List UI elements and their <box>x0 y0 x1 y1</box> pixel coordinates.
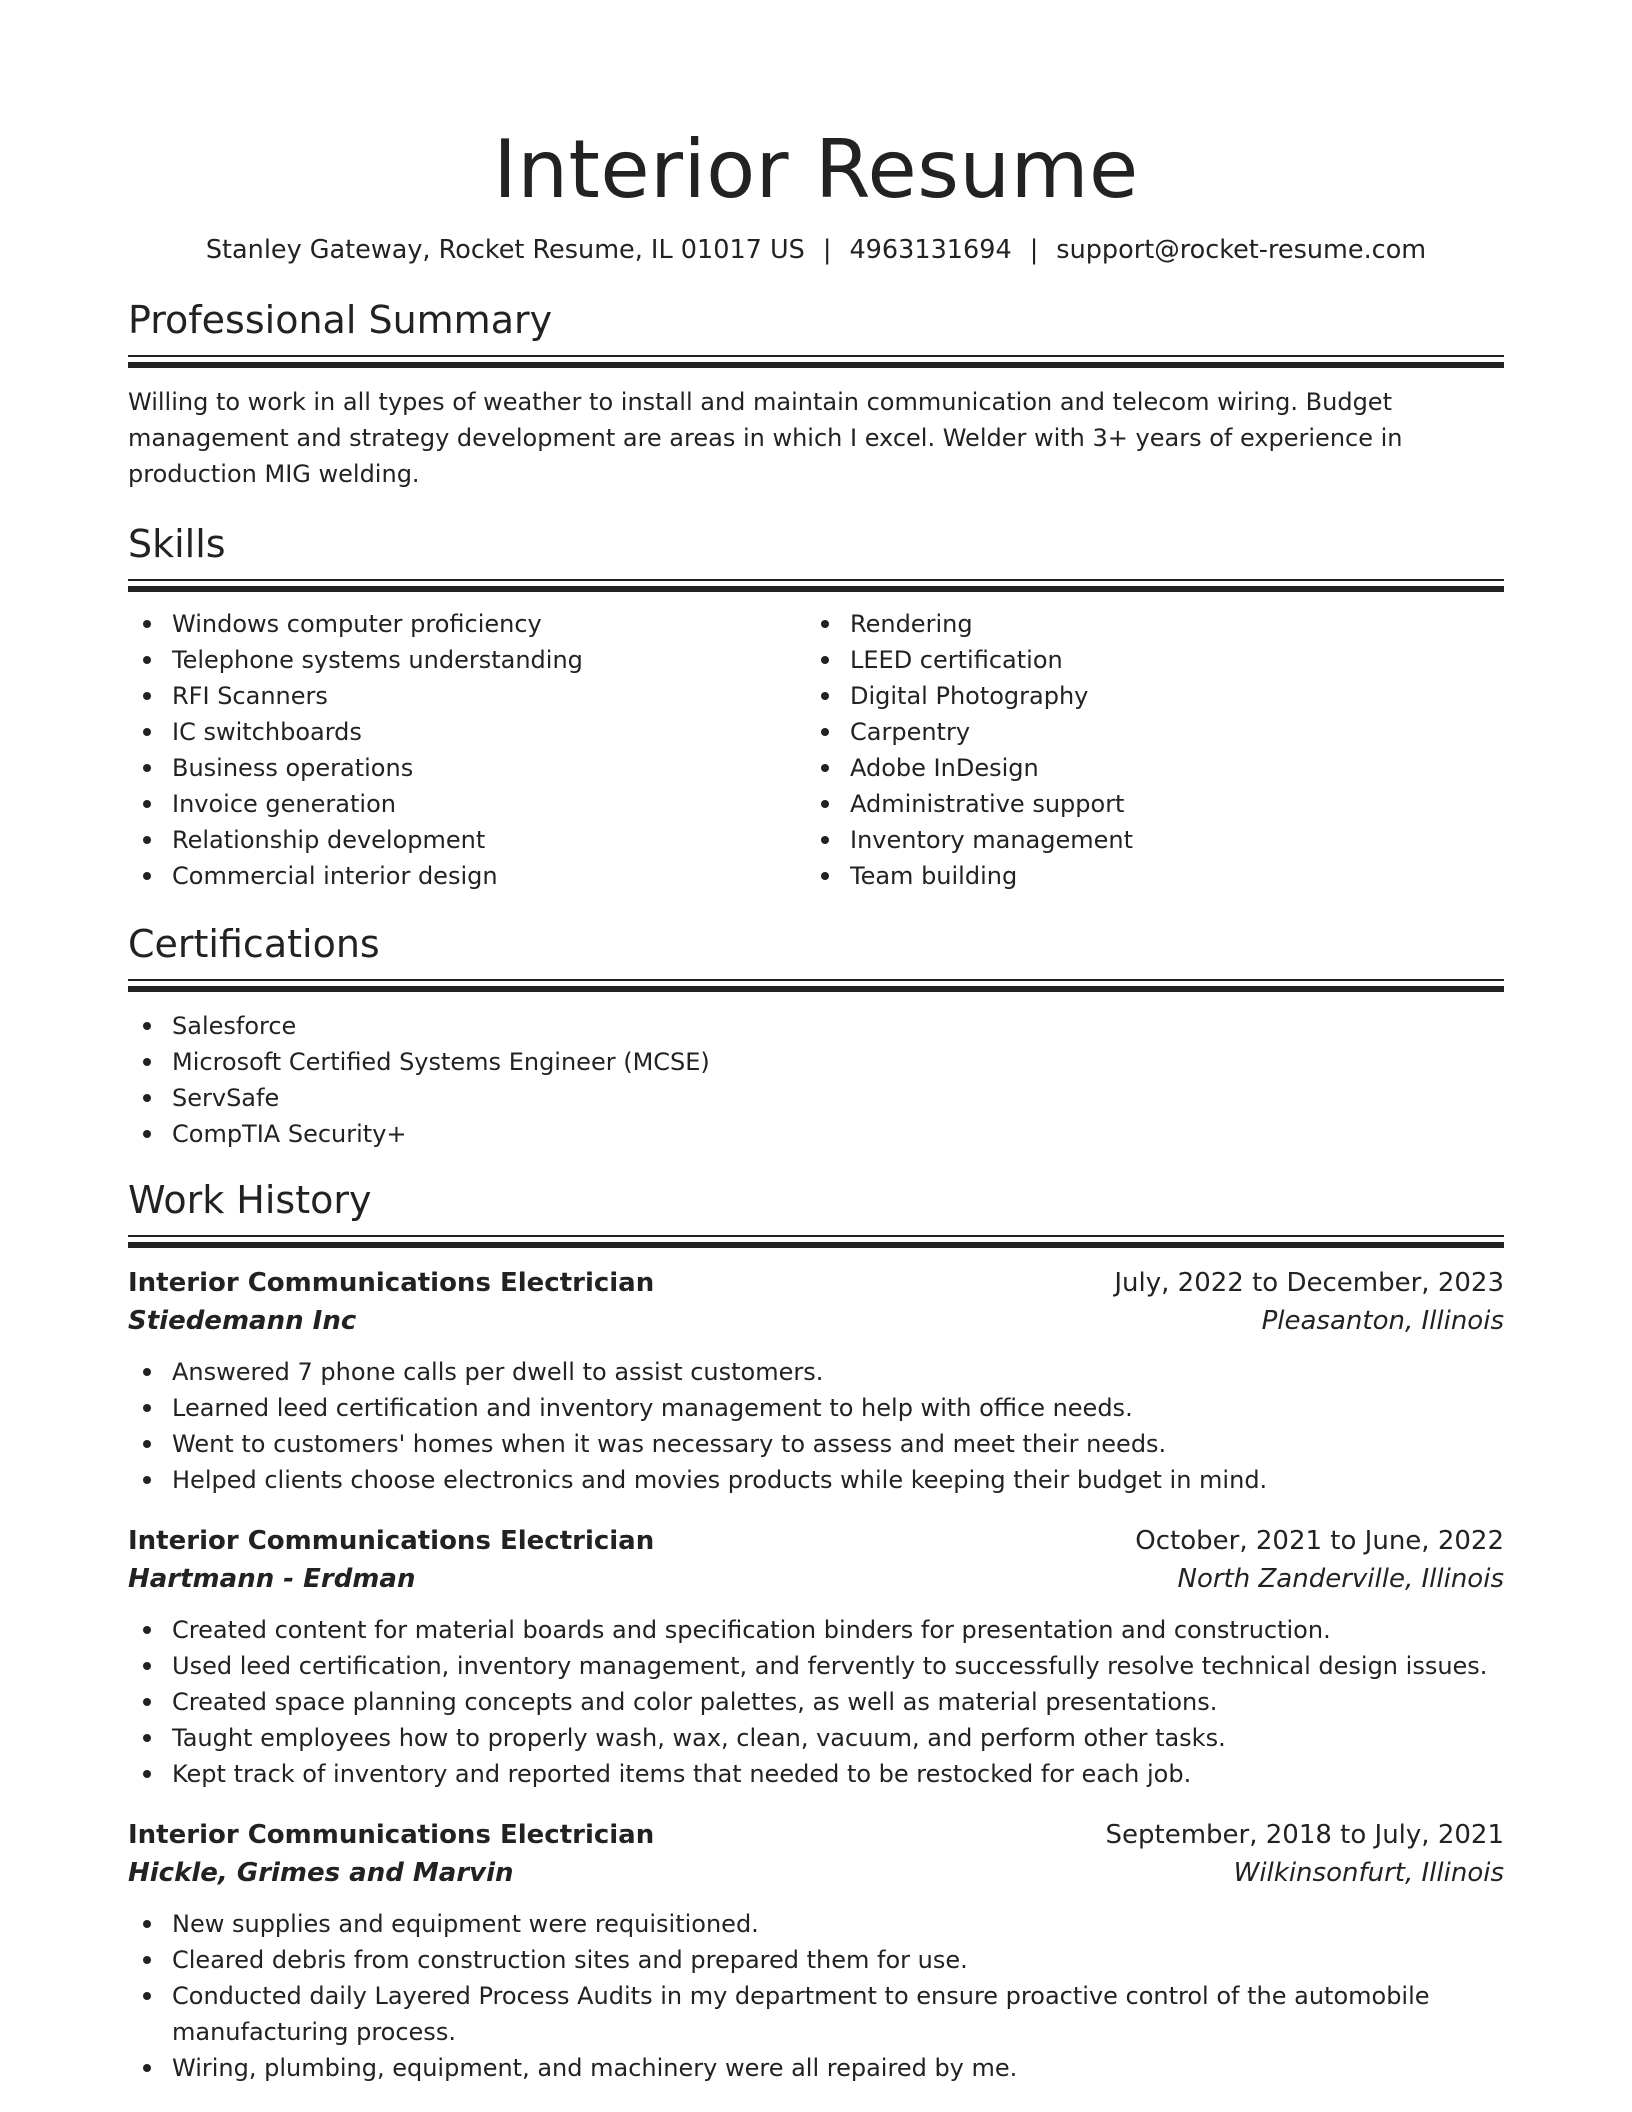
bullet-icon <box>143 836 151 844</box>
bullet-icon <box>143 728 151 736</box>
skill-item: Business operations <box>128 750 806 786</box>
bullet-icon <box>821 656 829 664</box>
skills-section <box>128 520 1504 894</box>
bullet-icon <box>143 1368 151 1376</box>
job-company: Stiedemann Inc <box>128 1306 357 1336</box>
job-bullet: Conducted daily Layered Process Audits in my department to ensure proactive control of the automobile manufacturing process. <box>128 1978 1504 2050</box>
skill-item: Digital Photography <box>806 678 1484 714</box>
job-bullet: Created space planning concepts and color palettes, as well as material presentations. <box>128 1684 1504 1720</box>
job-bullet: Created content for material boards and specification binders for presentation and construction. <box>128 1612 1504 1648</box>
bullet-icon <box>821 800 829 808</box>
job-title: Interior Communications Electrician <box>128 1526 655 1556</box>
bullet-icon <box>821 836 829 844</box>
job-header-row <box>128 1264 1504 1302</box>
resume-page <box>128 0 1504 2086</box>
skill-item: Team building <box>806 858 1484 894</box>
skills-list-right <box>806 606 1484 894</box>
certifications-heading: Certifications <box>128 922 380 966</box>
bullet-icon <box>143 1626 151 1634</box>
job-company: Hartmann - Erdman <box>128 1564 416 1594</box>
bullet-icon <box>143 620 151 628</box>
job-subheader-row <box>128 1302 1504 1340</box>
bullet-icon <box>821 872 829 880</box>
skill-item: Carpentry <box>806 714 1484 750</box>
skill-item: LEED certification <box>806 642 1484 678</box>
job-bullet: Answered 7 phone calls per dwell to assist customers. <box>128 1354 1504 1390</box>
job-bullet: Used leed certification, inventory management, and fervently to successfully resolve technical design issues. <box>128 1648 1504 1684</box>
skill-item: Rendering <box>806 606 1484 642</box>
certification-item: Salesforce <box>128 1008 1504 1044</box>
bullet-icon <box>143 1770 151 1778</box>
bullet-icon <box>143 1058 151 1066</box>
certifications-section <box>128 920 1504 1152</box>
bullet-icon <box>143 800 151 808</box>
bullet-icon <box>143 656 151 664</box>
job-header-row <box>128 1522 1504 1560</box>
certification-item: CompTIA Security+ <box>128 1116 1504 1152</box>
job-bullet: New supplies and equipment were requisitioned. <box>128 1906 1504 1942</box>
skill-item: Commercial interior design <box>128 858 806 894</box>
contact-separator: | <box>1029 235 1039 265</box>
job-location: North Zanderville, Illinois <box>1177 1564 1504 1594</box>
section-divider <box>128 1235 1504 1248</box>
bullet-icon <box>143 1956 151 1964</box>
summary-text: Willing to work in all types of weather to install and maintain communication and telecom wiring. Budget management and strategy development are areas in which I excel. Welder with 3+ years of experience in production MIG welding. <box>128 388 1403 488</box>
summary-section <box>128 296 1504 492</box>
bullet-icon <box>143 1440 151 1448</box>
skill-item: Relationship development <box>128 822 806 858</box>
contact-address: Stanley Gateway, Rocket Resume, IL 01017 US <box>205 235 805 265</box>
contact-line <box>128 234 1504 266</box>
contact-separator: | <box>822 235 832 265</box>
bullet-icon <box>143 692 151 700</box>
skill-item: RFI Scanners <box>128 678 806 714</box>
certifications-list <box>128 1008 1504 1152</box>
summary-heading: Professional Summary <box>128 298 553 342</box>
job-bullets <box>128 1906 1504 2086</box>
job-bullets <box>128 1354 1504 1498</box>
bullet-icon <box>143 1130 151 1138</box>
job-header-row <box>128 1816 1504 1854</box>
bullet-icon <box>821 620 829 628</box>
job-dates: July, 2022 to December, 2023 <box>1114 1268 1504 1298</box>
section-divider <box>128 355 1504 368</box>
skill-item: Invoice generation <box>128 786 806 822</box>
bullet-icon <box>143 872 151 880</box>
bullet-icon <box>143 2064 151 2072</box>
bullet-icon <box>143 1404 151 1412</box>
section-divider <box>128 579 1504 592</box>
job-location: Pleasanton, Illinois <box>1261 1306 1504 1336</box>
bullet-icon <box>143 1476 151 1484</box>
job-entry <box>128 1816 1504 2086</box>
section-divider <box>128 979 1504 992</box>
skills-list-left <box>128 606 806 894</box>
job-location: Wilkinsonfurt, Illinois <box>1233 1858 1504 1888</box>
certification-item: ServSafe <box>128 1080 1504 1116</box>
job-bullet: Kept track of inventory and reported items that needed to be restocked for each job. <box>128 1756 1504 1792</box>
contact-email: support@rocket-resume.com <box>1056 235 1427 265</box>
skill-item: IC switchboards <box>128 714 806 750</box>
job-bullet: Went to customers' homes when it was necessary to assess and meet their needs. <box>128 1426 1504 1462</box>
job-bullet: Wiring, plumbing, equipment, and machinery were all repaired by me. <box>128 2050 1504 2086</box>
skill-item: Adobe InDesign <box>806 750 1484 786</box>
bullet-icon <box>821 764 829 772</box>
bullet-icon <box>143 1734 151 1742</box>
job-entry <box>128 1264 1504 1498</box>
job-bullet: Cleared debris from construction sites and prepared them for use. <box>128 1942 1504 1978</box>
bullet-icon <box>143 1992 151 2000</box>
skills-heading: Skills <box>128 522 226 566</box>
job-entry <box>128 1522 1504 1792</box>
work-history-section <box>128 1176 1504 2086</box>
job-bullet: Taught employees how to properly wash, wax, clean, vacuum, and perform other tasks. <box>128 1720 1504 1756</box>
contact-phone: 4963131694 <box>849 235 1012 265</box>
skill-item: Telephone systems understanding <box>128 642 806 678</box>
job-bullet: Learned leed certification and inventory management to help with office needs. <box>128 1390 1504 1426</box>
skills-grid <box>128 606 1504 894</box>
job-company: Hickle, Grimes and Marvin <box>128 1858 514 1888</box>
bullet-icon <box>143 764 151 772</box>
job-subheader-row <box>128 1560 1504 1598</box>
bullet-icon <box>143 1094 151 1102</box>
bullet-icon <box>143 1698 151 1706</box>
job-subheader-row <box>128 1854 1504 1892</box>
bullet-icon <box>143 1920 151 1928</box>
bullet-icon <box>821 692 829 700</box>
skill-item: Inventory management <box>806 822 1484 858</box>
job-title: Interior Communications Electrician <box>128 1820 655 1850</box>
job-bullets <box>128 1612 1504 1792</box>
resume-title: Interior Resume <box>493 123 1139 216</box>
bullet-icon <box>821 728 829 736</box>
work-history-heading: Work History <box>128 1178 372 1222</box>
skill-item: Windows computer proficiency <box>128 606 806 642</box>
job-dates: September, 2018 to July, 2021 <box>1105 1820 1504 1850</box>
skill-item: Administrative support <box>806 786 1484 822</box>
job-title: Interior Communications Electrician <box>128 1268 655 1298</box>
certification-item: Microsoft Certified Systems Engineer (MCSE) <box>128 1044 1504 1080</box>
job-bullet: Helped clients choose electronics and movies products while keeping their budget in mind. <box>128 1462 1504 1498</box>
job-dates: October, 2021 to June, 2022 <box>1135 1526 1504 1556</box>
bullet-icon <box>143 1662 151 1670</box>
bullet-icon <box>143 1022 151 1030</box>
